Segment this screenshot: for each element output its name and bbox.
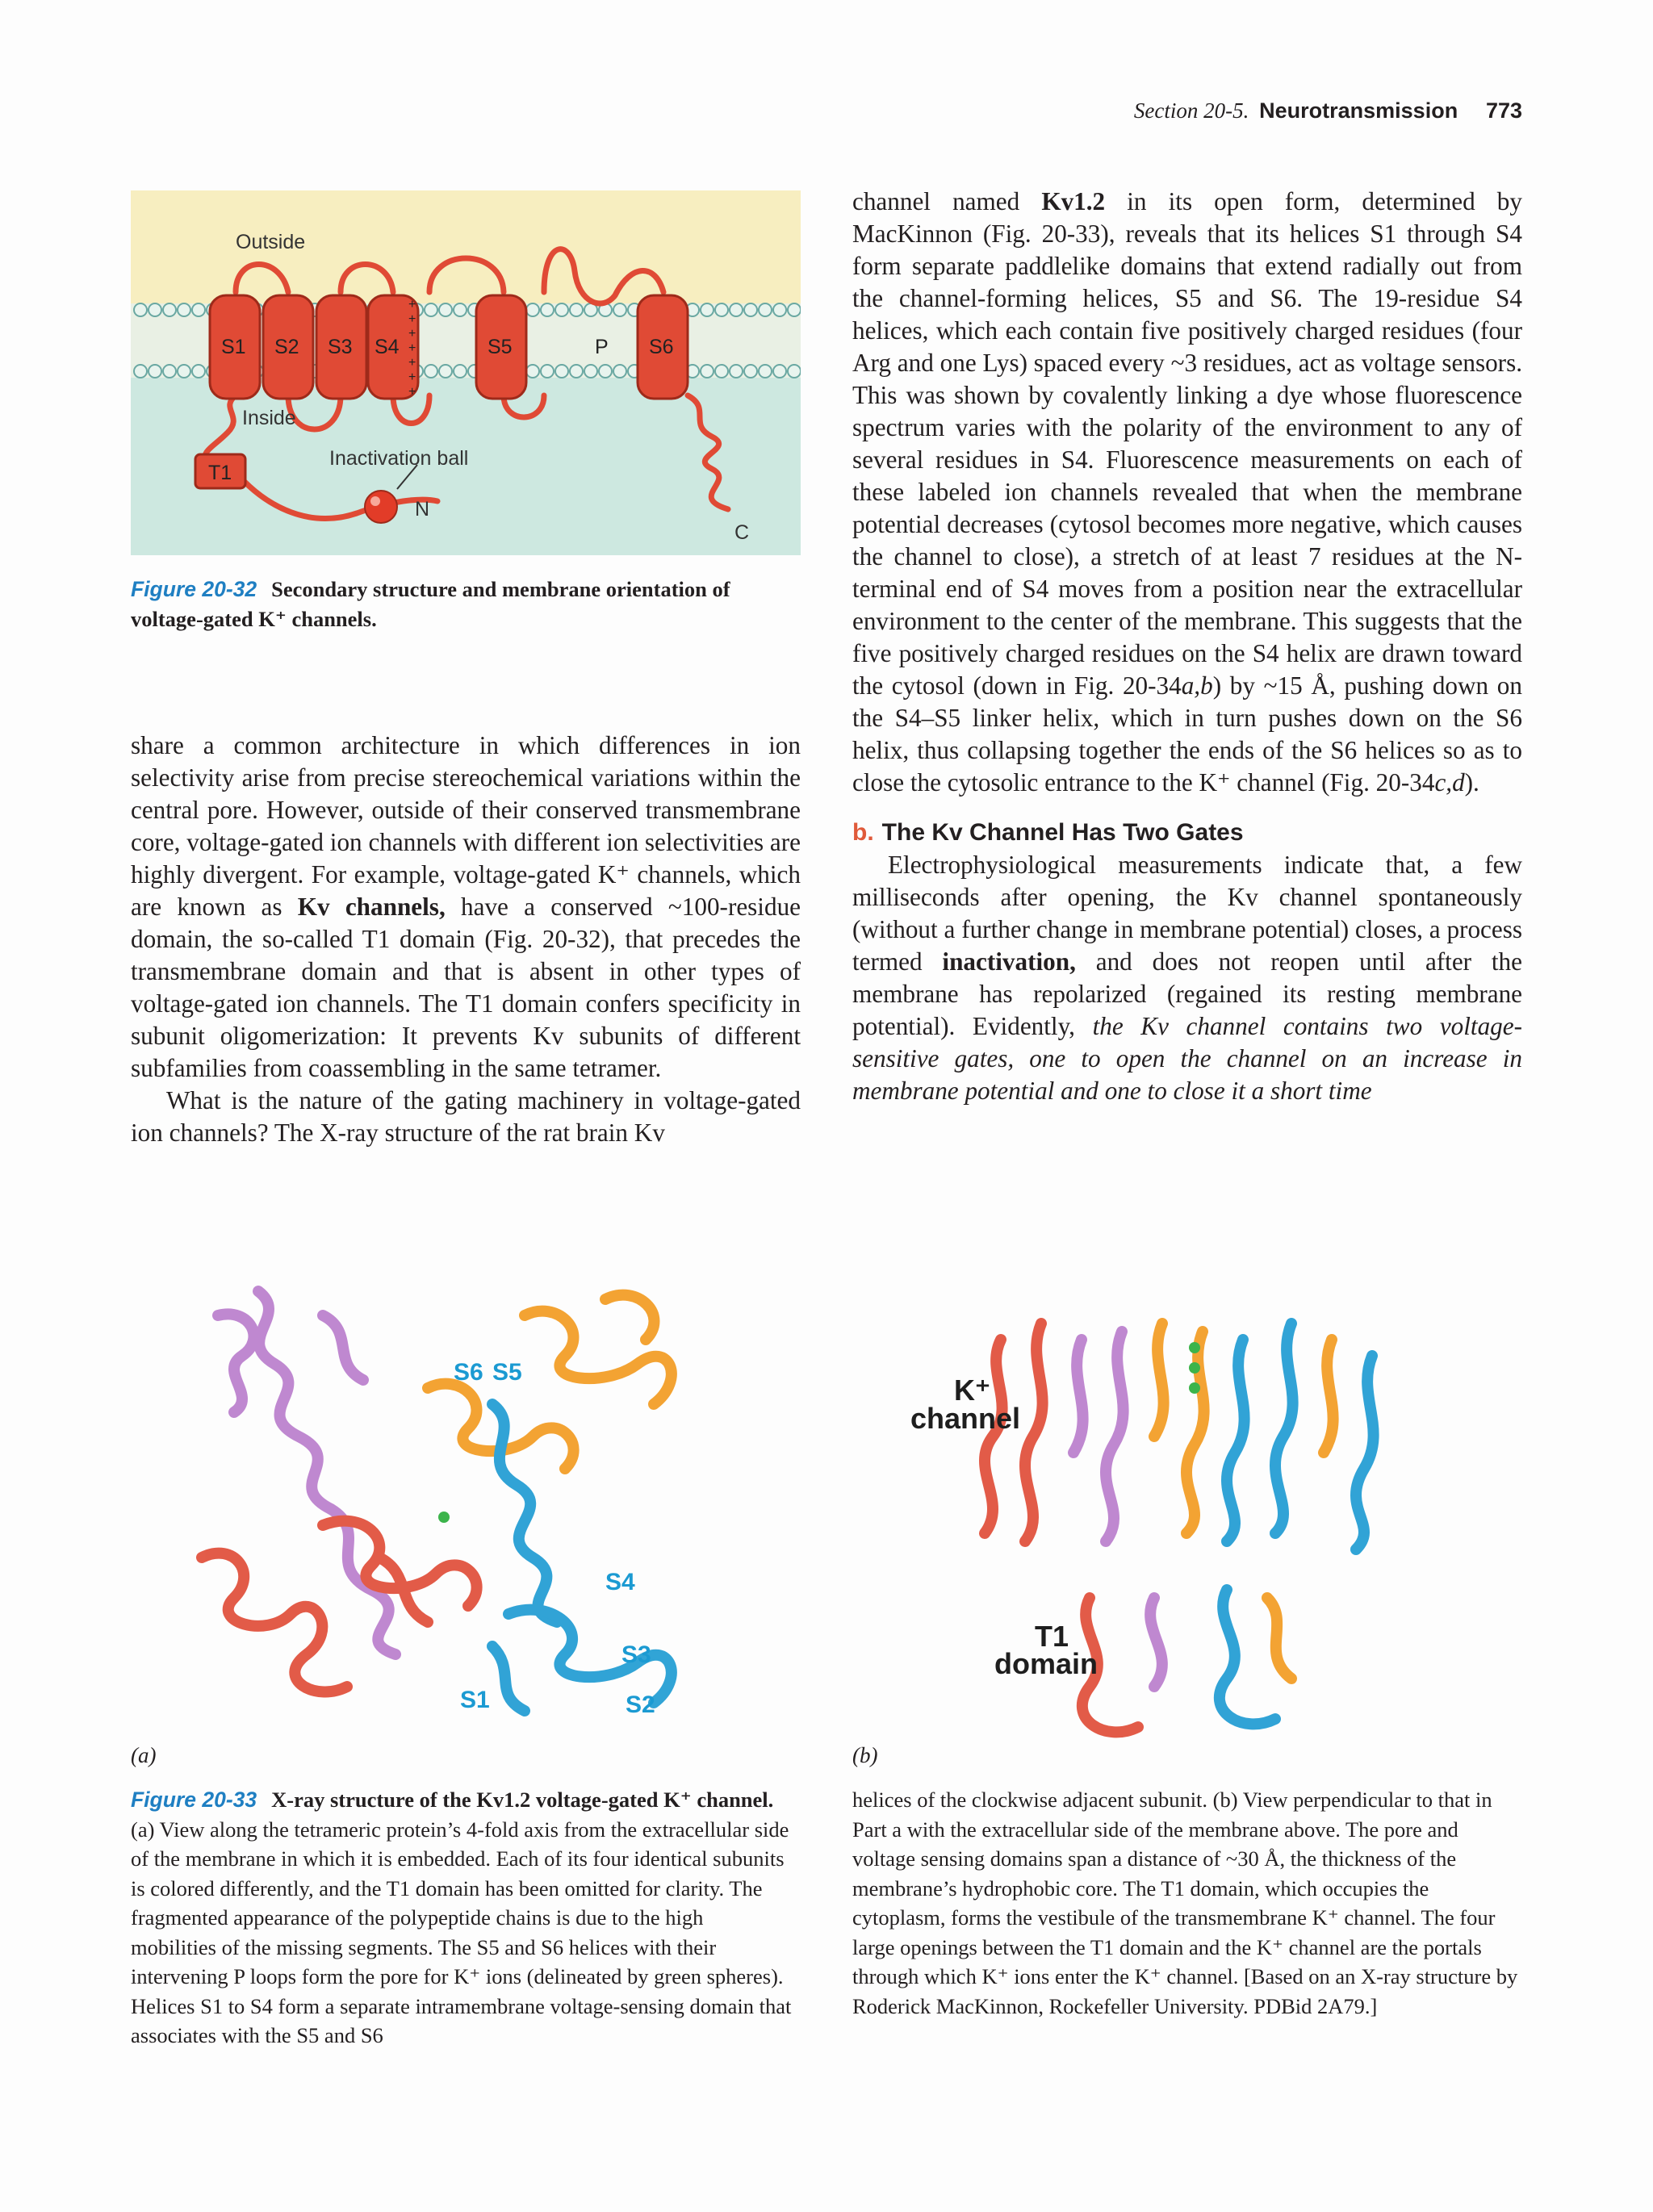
label-domain: domain [994,1647,1099,1680]
label-s5: S5 [492,1359,522,1386]
label-inside: Inside [242,407,296,429]
label-channel: channel [910,1402,1021,1435]
right-column [852,186,1522,1107]
svg-text:+: + [408,356,416,370]
label-t1: T1 [1035,1620,1069,1653]
paragraph: What is the nature of the gating machinery in voltage-gated ion channels? The X-ray structure of the rat brain Kv [131,1086,801,1147]
text-run: ) by ~15 Å, pushing down on the S4–S5 linker helix, which in turn pushes down on the S6 helix, thus collapsing together the ends of the S6 helices so as to close the cytosolic entrance to the K⁺ channel (Fig. 20-34 [852,671,1522,797]
left-column [131,730,801,1149]
text-run: ). [1464,768,1479,797]
label-s6: S6 [454,1359,483,1386]
section-label: Section 20-5. [1133,98,1249,123]
running-header [1134,98,1522,123]
figure-20-32-diagram [131,190,801,555]
label-s4: S4 [605,1569,635,1595]
subsection-letter: b. [852,819,874,846]
figure-20-33-caption-right [852,1785,1522,2021]
fig-ref-italic: a,b [1181,671,1213,700]
svg-text:+: + [408,312,416,326]
figure-20-33-panel-a [186,1267,751,1735]
section-title: Neurotransmission [1259,98,1458,123]
figure-number: Figure 20-33 [131,1788,257,1812]
label-s1: S1 [460,1687,490,1713]
label-s2: S2 [274,336,299,358]
panel-a-label: (a) [131,1743,157,1767]
label-s3: S3 [328,336,353,358]
label-t1: T1 [208,462,232,484]
text-run: Electrophysiological measurements indicate that, a few milliseconds after opening, the Kv channel spontaneously (without a further change in membrane potential) closes, a process termed [852,851,1522,976]
figure-title: Secondary structure and membrane orientation of voltage-gated K⁺ channels. [131,577,730,631]
subsection-heading [852,817,1522,849]
side-red-helices [985,1340,1002,1533]
label-s4: S4 [375,336,400,358]
kv12-top-view [186,1267,751,1735]
text-run: have a conserved ~100-residue domain, the so-called T1 domain (Fig. 20-32), that precedes the transmembrane domain and that is absent in other types of voltage-gated ion channels. The T1 domain confers specificity in subunit oligomerization: It prevents Kv subunits of different subfamilies from coassembling in the same tetramer. [131,893,801,1082]
text-run: in its open form, determined by MacKinnon (Fig. 20-33), reveals that its helices S1 through S4 form separate paddlelike domains that extend radially out from the channel-forming helices, S5 and S6. The 19-residue S4 helices, which each contain five positively charged residues (four Arg and one Lys) spaced every ~3 residues, act as voltage sensors. This was shown by covalently linking a dye whose fluorescence spectrum varies with the polarity of the environment to any of several residues in S4. Fluorescence measurements on each of these labeled ion channels revealed that when the membrane potential decreases (cytosol becomes more negative, which causes the channel to close), a stretch of at least 7 residues at the N-terminal end of S4 moves from a position near the extracellular environment to the center of the membrane. This suggests that the five positively charged residues on the S4 helix are drawn toward the cytosol (down in Fig. 20-34 [852,187,1522,700]
k-ion-sphere [1189,1382,1200,1394]
k-ion-sphere [438,1512,450,1523]
s4-charges: + [408,298,416,312]
t1-blue [1220,1590,1275,1724]
label-n-terminus: N [415,498,430,521]
figure-number: Figure 20-32 [131,577,257,601]
figure-20-33-panel-b [888,1291,1517,1759]
label-s6: S6 [649,336,674,358]
k-ion-sphere [1189,1362,1200,1374]
fig-ref-italic: c,d [1434,768,1465,797]
svg-text:+: + [408,327,416,341]
page-number: 773 [1485,98,1522,123]
kv12-side-view [888,1291,1517,1759]
label-k: K⁺ [954,1374,990,1407]
subunit-purple-helix [258,1291,331,1509]
svg-text:+: + [408,341,416,355]
t1-purple [1150,1598,1162,1687]
panel-b-label: (b) [852,1743,878,1767]
label-s2: S2 [626,1691,655,1718]
paragraph [131,730,801,1085]
term-inactivation: inactivation, [942,947,1076,976]
term-kv-channels: Kv channels, [297,893,446,921]
inactivation-ball [365,491,397,523]
caption-text: helices of the clockwise adjacent subunit. (b) View perpendicular to that in Part a with the extracellular side of the membrane above. The pore and voltage sensing domains span a distance of ~30 Å, the thickness of the membrane’s hydrophobic core. The T1 domain, which occupies the cytoplasm, forms the vestibule of the transmembrane K⁺ channel. The four large openings between the T1 domain and the K⁺ channel are the portals through which K⁺ ions enter the K⁺ channel. [Based on an X-ray structure by Roderick MacKinnon, Rockefeller University. PDBid 2A79.] [852,1788,1518,2018]
svg-text:+: + [408,385,416,399]
paragraph [852,186,1522,799]
svg-text:+: + [408,370,416,384]
label-s1: S1 [221,336,246,358]
t1-orange [1267,1598,1291,1679]
figure-20-32-caption [131,575,801,633]
italic-statement: the Kv channel contains two voltage-sensitive gates, one to open the channel on an increase in membrane potential and one to close it a short time [852,1012,1522,1105]
text-run: channel named [852,187,1042,215]
text-run: and does not reopen until after the membrane has repolarized (regained its resting membrane potential). Evidently, [852,947,1522,1040]
paragraph [852,849,1522,1107]
term-kv12: Kv1.2 [1041,187,1106,215]
label-s3: S3 [621,1641,651,1668]
k-ion-sphere [1189,1342,1200,1353]
figure-20-33-caption-left [131,1785,793,2051]
text-run: share a common architecture in which differences in ion selectivity arise from precise stereochemical variations within the central pore. However, outside of their conserved transmembrane core, voltage-gated ion channels with different ion selectivities are highly divergent. For example, voltage-gated K⁺ channels, which are known as [131,731,801,921]
outside-region [131,190,801,303]
label-c-terminus: C [734,521,750,544]
figure-title: X-ray structure of the Kv1.2 voltage-gated K⁺ channel. [271,1788,774,1812]
subsection-title: The Kv Channel Has Two Gates [881,819,1244,846]
ball-highlight [370,496,380,506]
label-outside: Outside [236,231,306,253]
label-s5: S5 [488,336,513,358]
label-inactivation-ball: Inactivation ball [329,447,469,470]
channel-topology-diagram [131,190,801,555]
label-p: P [595,336,609,358]
caption-text: (a) View along the tetrameric protein’s 4-fold axis from the extracellular side of the membrane in which it is embedded. Each of its four identical subunits is colored differently, and the T1 domain has been omitted for clarity. The fragmented appearance of the polypeptide chains is due to the high mobilities of the missing segments. The S5 and S6 helices with their intervening P loops form the pore for K⁺ ions (delineated by green spheres). Helices S1 to S4 form a separate intramembrane voltage-sensing domain that associates with the S5 and S6 [131,1817,792,2047]
